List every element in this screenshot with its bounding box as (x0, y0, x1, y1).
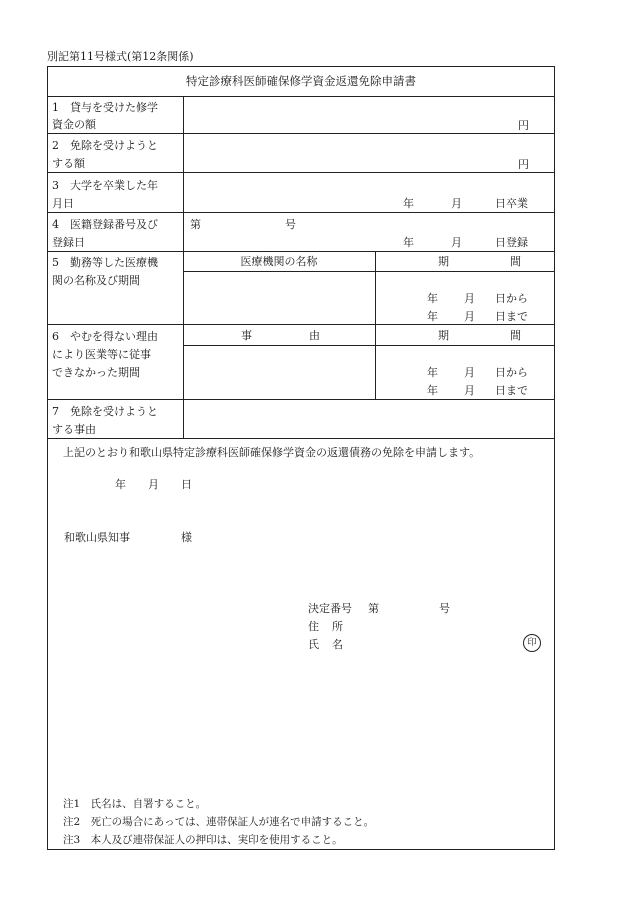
note: 注3 本人及び連帯保証人の押印は、実印を使用すること。 (63, 834, 343, 846)
row6-col1-header: 事 (241, 329, 252, 342)
date-year: 年 (115, 478, 126, 491)
row1-unit: 円 (518, 119, 529, 132)
row5-to: 日まで (495, 310, 528, 323)
address-label: 住 (308, 620, 319, 633)
name-label: 名 (332, 638, 343, 651)
row7-label: する事由 (52, 423, 96, 436)
row6-to: 日まで (495, 384, 528, 397)
row4-label: 4 医籍登録番号及び (52, 218, 158, 231)
row5-from: 日から (495, 292, 528, 305)
rule (47, 251, 555, 252)
row6-label: できなかった期間 (52, 366, 140, 379)
row4-year: 年 (403, 236, 414, 249)
rule (47, 399, 555, 400)
row5-label: 関の名称及び期間 (52, 274, 140, 287)
row5-label: 5 勤務等した医療機 (52, 256, 158, 269)
row1-label: 資金の額 (52, 118, 96, 131)
row6-col2-header: 間 (510, 329, 521, 342)
date-day: 日 (181, 478, 192, 491)
decision-number-label: 決定番号 (308, 602, 352, 615)
decision-go: 号 (439, 602, 450, 615)
row6-month: 月 (464, 384, 475, 397)
row5-month: 月 (464, 310, 475, 323)
rule (375, 324, 376, 399)
row5-col2-header: 間 (510, 255, 521, 268)
seal-mark: 印 (523, 634, 541, 652)
row6-label: 6 やむを得ない理由 (52, 330, 158, 343)
note: 注1 氏名は、自署すること。 (63, 798, 207, 810)
rule (47, 324, 555, 325)
row4-go: 号 (285, 218, 296, 231)
row3-label: 月日 (52, 197, 74, 210)
row7-label: 7 免除を受けようと (52, 405, 158, 418)
row3-day: 日卒業 (495, 197, 528, 210)
form-title: 特定診療科医師確保修学資金返還免除申請書 (186, 74, 416, 88)
row4-month: 月 (451, 236, 462, 249)
row4-day: 日登録 (495, 236, 528, 249)
rule (375, 251, 376, 324)
note: 注2 死亡の場合にあっては、連帯保証人が連名で申請すること。 (63, 816, 375, 828)
rule (47, 133, 555, 134)
name-label: 氏 (308, 638, 319, 651)
row6-from: 日から (495, 366, 528, 379)
rule (183, 345, 555, 346)
row3-label: 3 大学を卒業した年 (52, 179, 158, 192)
rule (47, 212, 555, 213)
addressee-honorific: 様 (181, 531, 192, 544)
row5-month: 月 (464, 292, 475, 305)
row3-year: 年 (403, 197, 414, 210)
row3-month: 月 (451, 197, 462, 210)
date-month: 月 (148, 478, 159, 491)
rule (183, 96, 184, 438)
declaration-text: 上記のとおり和歌山県特定診療科医師確保修学資金の返還債務の免除を申請します。 (63, 446, 481, 459)
rule (183, 271, 555, 272)
row4-dai: 第 (190, 218, 201, 231)
row6-label: により医業等に従事 (52, 348, 151, 361)
addressee-name: 和歌山県知事 (64, 531, 130, 544)
row2-label: する額 (52, 157, 85, 170)
row2-label: 2 免除を受けようと (52, 139, 158, 152)
row4-label: 登録日 (52, 236, 85, 249)
rule (47, 96, 555, 97)
row5-year: 年 (427, 292, 438, 305)
decision-dai: 第 (368, 602, 379, 615)
row6-col1-header: 由 (309, 329, 320, 342)
row2-unit: 円 (518, 158, 529, 171)
row6-month: 月 (464, 366, 475, 379)
rule (47, 438, 555, 439)
address-label: 所 (332, 620, 343, 633)
row5-year: 年 (427, 310, 438, 323)
form-number: 別記第11号様式(第12条関係) (47, 50, 194, 63)
row6-year: 年 (427, 384, 438, 397)
row6-col2-header: 期 (438, 329, 449, 342)
row5-col2-header: 期 (438, 255, 449, 268)
rule (47, 172, 555, 173)
row1-label: 1 貸与を受けた修学 (52, 101, 158, 114)
row5-col1-header: 医療機関の名称 (240, 255, 318, 268)
row6-year: 年 (427, 366, 438, 379)
